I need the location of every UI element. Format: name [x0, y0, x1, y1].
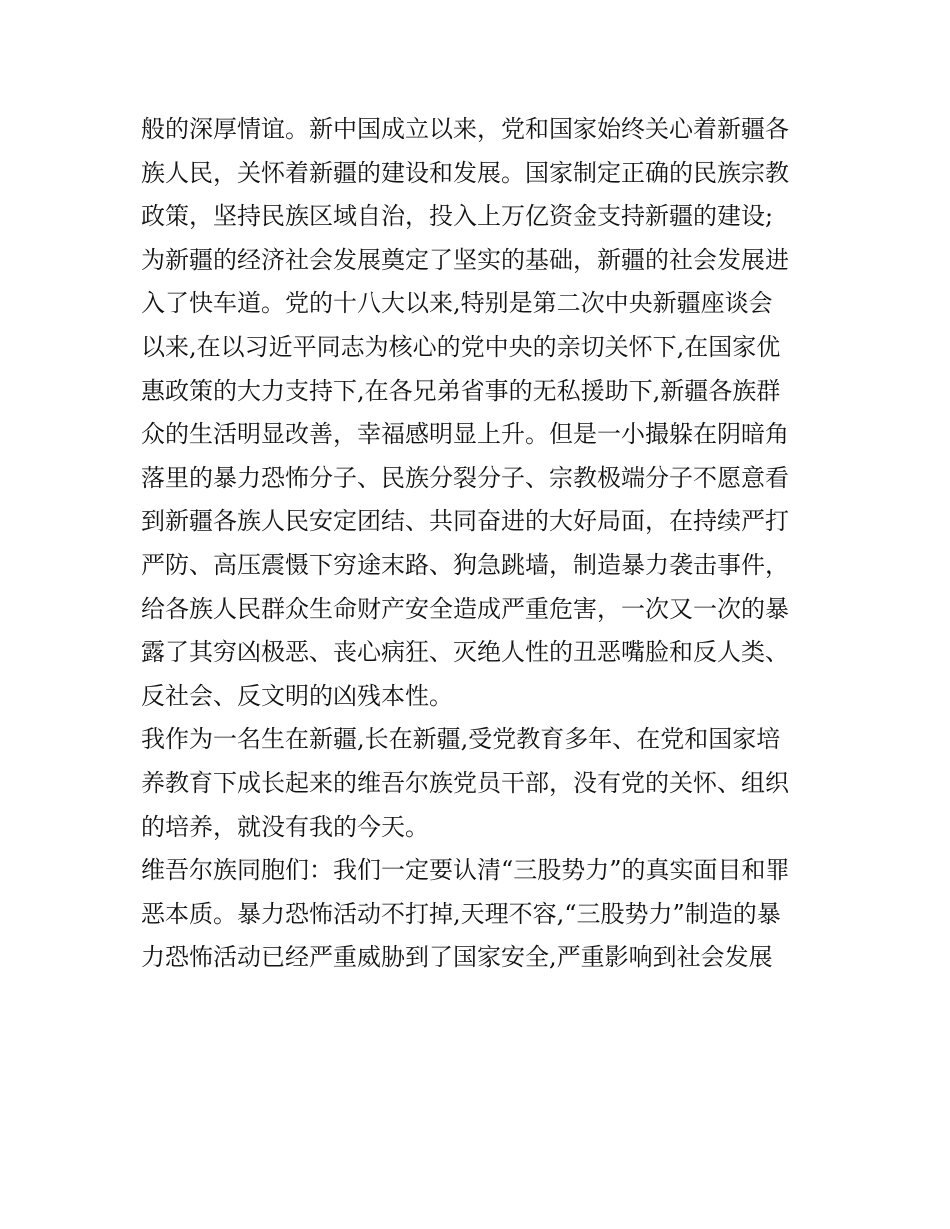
text-line: 落里的暴力恐怖分子、民族分裂分子、宗教极端分子不愿意看	[141, 463, 789, 492]
text-line: 的培养，就没有我的今天。	[141, 812, 429, 841]
text-line: 般的深厚情谊。新中国成立以来，党和国家始终关心着新疆各	[141, 115, 789, 143]
text-line: 到新疆各族人民安定团结、共同奋进的大好局面，在持续严打	[141, 507, 789, 536]
text-line: 入了快车道。党的十八大以来,特别是第二次中央新疆座谈会	[141, 289, 773, 318]
text-line: 惠政策的大力支持下,在各兄弟省事的无私援助下,新疆各族群	[141, 376, 781, 405]
text-line: 给各族人民群众生命财产安全造成严重危害，一次又一次的暴	[141, 594, 789, 623]
text-line: 养教育下成长起来的维吾尔族党员干部，没有党的关怀、组织	[141, 768, 789, 797]
text-line: 严防、高压震慑下穷途末路、狗急跳墙，制造暴力袭击事件，	[141, 550, 789, 579]
text-line: 我作为一名生在新疆,长在新疆,受党教育多年、在党和国家培	[141, 725, 781, 754]
text-line: 众的生活明显改善，幸福感明显上升。但是一小撮躲在阴暗角	[141, 420, 789, 449]
text-line: 为新疆的经济社会发展奠定了坚实的基础，新疆的社会发展进	[141, 245, 789, 274]
text-line: 力恐怖活动已经严重威胁到了国家安全,严重影响到社会发展	[141, 943, 773, 972]
text-line: 恶本质。暴力恐怖活动不打掉,天理不容,“三股势力”制造的暴	[141, 899, 781, 928]
text-line: 以来,在以习近平同志为核心的党中央的亲切关怀下,在国家优	[141, 332, 781, 361]
text-line: 反社会、反文明的凶残本性。	[141, 681, 453, 710]
text-line: 政策，坚持民族区域自治，投入上万亿资金支持新疆的建设;	[141, 202, 774, 231]
text-line: 族人民，关怀着新疆的建设和发展。国家制定正确的民族宗教	[141, 158, 789, 187]
text-line: 露了其穷凶极恶、丧心病狂、灭绝人性的丑恶嘴脸和反人类、	[141, 638, 789, 667]
body-text	[141, 108, 821, 980]
text-line: 维吾尔族同胞们：我们一定要认清“三股势力”的真实面目和罪	[141, 856, 790, 885]
